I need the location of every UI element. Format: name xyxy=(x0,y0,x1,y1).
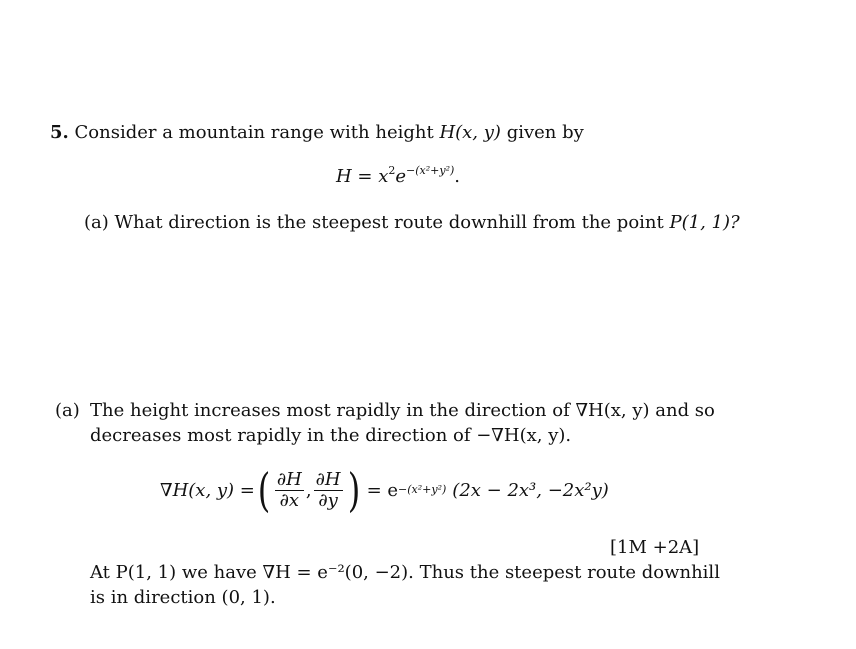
part-a-text: What direction is the steepest route downhill from the point xyxy=(114,212,664,233)
question-given: given by xyxy=(506,122,584,143)
equation-e: e xyxy=(395,166,407,187)
equation-period: . xyxy=(454,166,461,187)
part-a-point: P(1, 1)? xyxy=(669,212,740,233)
partial-x-denominator: ∂x xyxy=(279,489,300,511)
conclusion-line-2: is in direction (0, 1). xyxy=(90,587,276,608)
question-intro: Consider a mountain range with height xyxy=(74,122,434,143)
solution-label: (a) xyxy=(55,400,80,421)
gradient-eq-e: = e xyxy=(366,479,399,501)
equation-power: 2 xyxy=(388,164,396,177)
partial-y-numerator: ∂H xyxy=(315,468,341,490)
fraction-comma: , xyxy=(305,479,312,501)
equation-exponent: −(x²+y²) xyxy=(406,164,455,177)
marks-badge: [1M +2A] xyxy=(610,537,700,558)
equation-lhs: H = x xyxy=(336,166,389,187)
question-number: 5. xyxy=(50,122,69,143)
gradient-equation: ∇H(x, y) = ( $\frac{\partial H}{\partial x}$ , $\frac{\partial H}{\partial y}$ ) = e −(x²+y²) (2x − 2x³, −2x²y) xyxy=(160,463,609,517)
partial-y-denominator: ∂y xyxy=(318,489,338,511)
solution-line-2: decreases most rapidly in the direction of −∇H(x, y). xyxy=(90,425,572,446)
partial-x-numerator: ∂H xyxy=(276,468,302,490)
solution-line-1: The height increases most rapidly in the direction of ∇H(x, y) and so xyxy=(90,400,715,421)
height-equation xyxy=(336,166,460,187)
gradient-vector: (2x − 2x³, −2x²y) xyxy=(452,479,609,501)
left-paren: ( xyxy=(257,463,271,517)
conclusion-line-1: At P(1, 1) we have ∇H = e⁻²(0, −2). Thus the steepest route downhill xyxy=(90,562,720,583)
part-a-label: (a) xyxy=(84,212,109,233)
question-part-a xyxy=(84,212,740,233)
gradient-lhs: ∇H(x, y) = xyxy=(160,479,255,501)
height-function: H(x, y) xyxy=(439,122,501,143)
right-paren: ) xyxy=(347,463,360,517)
partial-x-fraction xyxy=(275,470,304,511)
question-line xyxy=(50,122,584,143)
partial-y-fraction xyxy=(314,470,343,511)
